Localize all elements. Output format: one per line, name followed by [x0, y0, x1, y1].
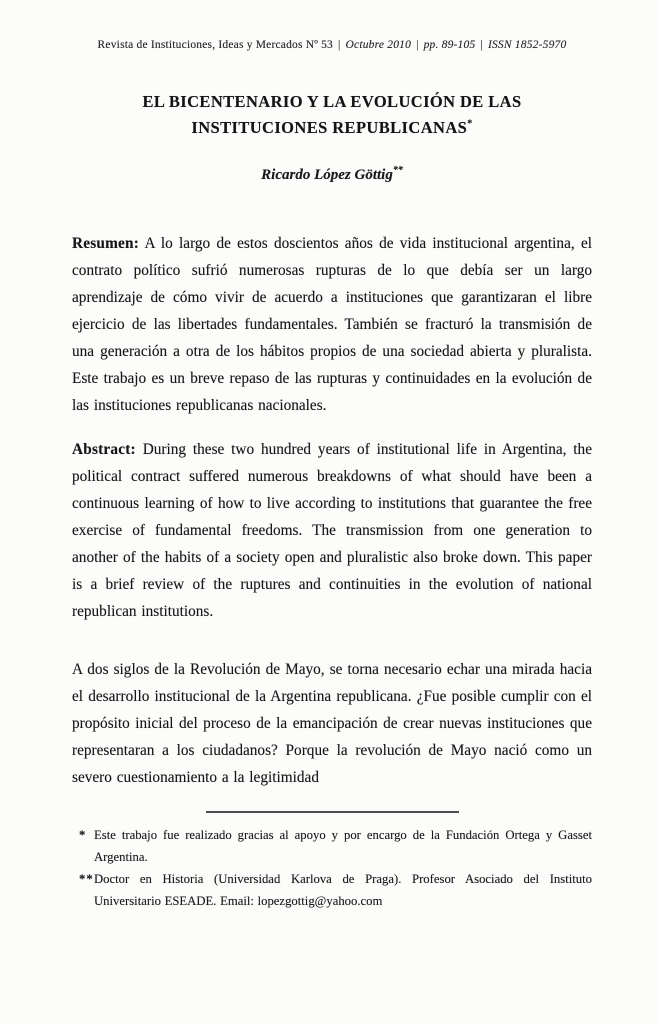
journal-name: Revista de Instituciones, Ideas y Mercados Nº 53 — [97, 39, 333, 51]
journal-issn: ISSN 1852-5970 — [487, 39, 567, 51]
article-title — [72, 89, 592, 141]
footnote-author-bio — [72, 868, 592, 912]
header-separator: | — [480, 39, 483, 51]
footnote-text: Este trabajo fue realizado gracias al apoyo y por encargo de la Fundación Ortega y Gasset Argentina. — [94, 828, 592, 864]
journal-page-range: pp. 89-105 — [423, 39, 476, 51]
author-name: Ricardo López Göttig — [261, 167, 393, 183]
footnote-marker: ** — [79, 872, 94, 886]
author-footnote-marker: ** — [392, 165, 403, 176]
abstract-english-label: Abstract: — [72, 441, 136, 458]
footnote-acknowledgment — [72, 824, 592, 868]
article-title-line1: EL BICENTENARIO Y LA EVOLUCIÓN DE LAS — [142, 92, 522, 111]
header-separator: | — [338, 39, 341, 51]
abstract-spanish-text: A lo largo de estos doscientos años de vida institucional argentina, el contrato político sufrió numerosas rupturas de lo que debía ser un largo aprendizaje de cómo vivir de acuerdo a instituciones que garantizaran el libre ejercicio de las libertades fundamentales. También se fracturó la transmisión de una generación a otra de los hábitos propios de una sociedad abierta y pluralista. Este trabajo es un breve repaso de las rupturas y continuidades en la evolución de las instituciones republicanas nacionales. — [72, 235, 592, 414]
header-separator: | — [416, 39, 419, 51]
article-title-line2: INSTITUCIONES REPUBLICANAS — [191, 118, 468, 137]
journal-issue-date: Octubre 2010 — [345, 39, 412, 51]
footnote-marker: * — [79, 828, 87, 842]
footnote-text: Doctor en Historia (Universidad Karlova de Praga). Profesor Asociado del Instituto Universitario ESEADE. Email: lopezgottig@yahoo.com — [94, 872, 592, 908]
abstract-english-text: During these two hundred years of institutional life in Argentina, the political contract suffered numerous breakdowns of what should have been a continuous learning of how to live according to institutions that guarantee the free exercise of fundamental freedoms. The transmission from one generation to another of the habits of a society open and pluralistic also broke down. This paper is a brief review of the ruptures and continuities in the evolution of national republican institutions. — [72, 441, 592, 620]
footnote-separator-line — [206, 811, 459, 813]
abstract-spanish-label: Resumen: — [72, 235, 140, 252]
title-footnote-marker: * — [467, 118, 473, 130]
author-line — [72, 167, 592, 184]
body-paragraph: A dos siglos de la Revolución de Mayo, se torna necesario echar una mirada hacia el desarrollo institucional de la Argentina republicana. ¿Fue posible cumplir con el propósito inicial del proceso de la emancipación de crear nuevas instituciones que representaran a los ciudadanos? Porque la revolución de Mayo nació como un severo cuestionamiento a la legitimidad — [72, 661, 592, 786]
footnotes-section — [72, 824, 592, 912]
abstract-english — [72, 436, 592, 625]
journal-header — [72, 38, 592, 53]
abstract-spanish — [72, 230, 592, 419]
